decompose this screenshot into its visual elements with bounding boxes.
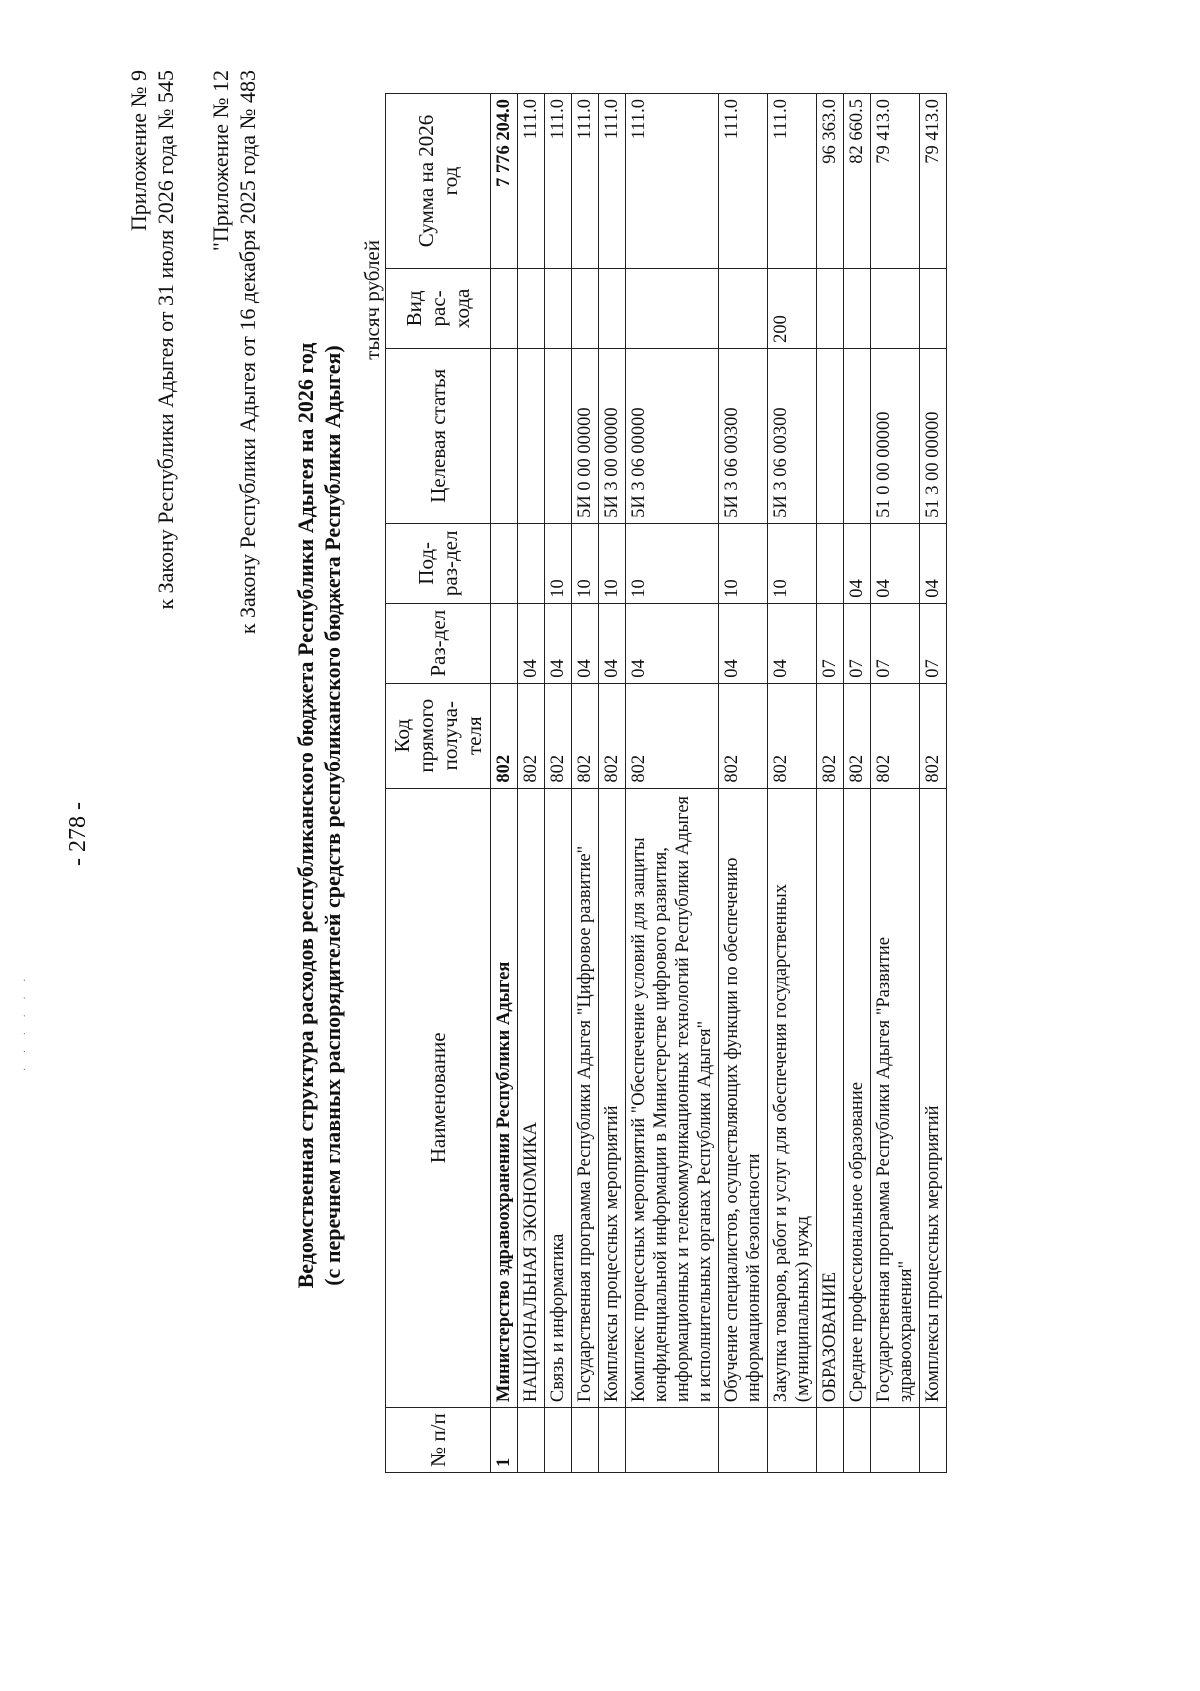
table-row: [599, 94, 626, 1473]
cell-section: 04: [719, 603, 768, 683]
appendix-law: к Закону Республики Адыгея от 31 июля 2026 года № 545: [153, 70, 178, 610]
cell-sum: 111.0: [626, 94, 719, 269]
header-target: Целевая статья: [386, 348, 491, 523]
cell-name: Комплекс процессных мероприятий "Обеспечение условий для защиты конфиденциальной информации в Министерстве цифрового развития, информационных и телекоммуникационных технологий Республики Адыгея и исполнительных органах Республики Адыгея": [626, 788, 719, 1407]
cell-num: 1: [491, 1408, 518, 1473]
cell-target: 5И 0 00 00000: [572, 348, 599, 523]
cell-target: 5И 3 06 00300: [768, 348, 817, 523]
cell-name: Комплексы процессных мероприятий: [920, 788, 947, 1407]
document-subtitle: (с перечнем главных распорядителей средств республиканского бюджета Республики Адыгея): [320, 345, 345, 1286]
cell-code: 802: [626, 683, 719, 788]
header-num: № п/п: [386, 1408, 491, 1473]
table-row: [491, 94, 518, 1473]
scan-noise: · · · · · ·: [20, 972, 31, 1071]
cell-num: [572, 1408, 599, 1473]
appendix-reference: [125, 70, 179, 610]
budget-table: [385, 93, 947, 1473]
cell-name: Среднее профессиональное образование: [844, 788, 871, 1407]
cell-sum: 96 363.0: [817, 94, 844, 269]
header-expense: Вид рас-хода: [386, 268, 491, 348]
cell-section: 04: [572, 603, 599, 683]
cell-name: Связь и информатика: [545, 788, 572, 1407]
cell-expense: 200: [768, 268, 817, 348]
cell-code: 802: [572, 683, 599, 788]
cell-num: [719, 1408, 768, 1473]
table-row: [817, 94, 844, 1473]
cell-subsection: 04: [871, 523, 920, 603]
cell-sum: 111.0: [599, 94, 626, 269]
cell-expense: [545, 268, 572, 348]
cell-subsection: [817, 523, 844, 603]
cell-section: 07: [817, 603, 844, 683]
cell-code: 802: [545, 683, 572, 788]
header-subsection: Под-раз-дел: [386, 523, 491, 603]
cell-code: 802: [599, 683, 626, 788]
cell-code: 802: [817, 683, 844, 788]
cell-name: ОБРАЗОВАНИЕ: [817, 788, 844, 1407]
table-row: [871, 94, 920, 1473]
cell-subsection: 04: [844, 523, 871, 603]
cell-section: 07: [844, 603, 871, 683]
table-header-row: [386, 94, 491, 1473]
document-title: Ведомственная структура расходов республиканского бюджета Республики Адыгея на 2026 год: [293, 342, 318, 1289]
cell-num: [545, 1408, 572, 1473]
header-sum: Сумма на 2026 год: [386, 94, 491, 269]
cell-name: Государственная программа Республики Адыгея "Цифровое развитие": [572, 788, 599, 1407]
cell-section: 04: [518, 603, 545, 683]
table-row: [518, 94, 545, 1473]
cell-num: [844, 1408, 871, 1473]
cell-target: 5И 3 06 00000: [626, 348, 719, 523]
cell-expense: [817, 268, 844, 348]
cell-target: [545, 348, 572, 523]
previous-appendix-law: к Закону Республики Адыгея от 16 декабря 2025 года № 483: [235, 70, 260, 635]
cell-name: Государственная программа Республики Адыгея "Развитие здравоохранения": [871, 788, 920, 1407]
cell-num: [768, 1408, 817, 1473]
cell-section: [491, 603, 518, 683]
cell-code: 802: [920, 683, 947, 788]
cell-section: 04: [599, 603, 626, 683]
cell-target: 5И 3 06 00300: [719, 348, 768, 523]
cell-code: 802: [719, 683, 768, 788]
header-name: Наименование: [386, 788, 491, 1407]
page-number: - 278 -: [65, 802, 91, 866]
cell-sum: 7 776 204.0: [491, 94, 518, 269]
cell-target: 5И 3 00 00000: [599, 348, 626, 523]
cell-num: [599, 1408, 626, 1473]
cell-name: Закупка товаров, работ и услуг для обеспечения государственных (муниципальных) нужд: [768, 788, 817, 1407]
cell-sum: 111.0: [768, 94, 817, 269]
table-row: [920, 94, 947, 1473]
table-row: [626, 94, 719, 1473]
cell-subsection: [491, 523, 518, 603]
table-row: [545, 94, 572, 1473]
cell-expense: [719, 268, 768, 348]
cell-expense: [871, 268, 920, 348]
units-label: тысяч рублей: [360, 240, 384, 360]
cell-subsection: 10: [545, 523, 572, 603]
table-row: [719, 94, 768, 1473]
cell-target: 51 0 00 00000: [871, 348, 920, 523]
cell-expense: [920, 268, 947, 348]
cell-sum: 111.0: [545, 94, 572, 269]
cell-subsection: 04: [920, 523, 947, 603]
cell-expense: [518, 268, 545, 348]
header-section: Раз-дел: [386, 603, 491, 683]
previous-appendix-reference: [207, 70, 261, 634]
cell-name: НАЦИОНАЛЬНАЯ ЭКОНОМИКА: [518, 788, 545, 1407]
cell-sum: 111.0: [719, 94, 768, 269]
cell-section: 07: [871, 603, 920, 683]
cell-expense: [844, 268, 871, 348]
table-row: [768, 94, 817, 1473]
cell-target: [518, 348, 545, 523]
cell-name: Министерство здравоохранения Республики Адыгея: [491, 788, 518, 1407]
cell-sum: 82 660.5: [844, 94, 871, 269]
previous-appendix-number: "Приложение № 12: [208, 70, 233, 252]
cell-code: 802: [871, 683, 920, 788]
table-row: [844, 94, 871, 1473]
cell-subsection: 10: [719, 523, 768, 603]
cell-code: 802: [844, 683, 871, 788]
cell-target: [844, 348, 871, 523]
cell-num: [871, 1408, 920, 1473]
header-code: Код прямого получа-теля: [386, 683, 491, 788]
cell-subsection: 10: [768, 523, 817, 603]
cell-subsection: 10: [599, 523, 626, 603]
cell-target: [817, 348, 844, 523]
cell-sum: 79 413.0: [920, 94, 947, 269]
cell-subsection: [518, 523, 545, 603]
cell-expense: [599, 268, 626, 348]
cell-sum: 111.0: [572, 94, 599, 269]
cell-sum: 79 413.0: [871, 94, 920, 269]
cell-num: [920, 1408, 947, 1473]
cell-subsection: 10: [626, 523, 719, 603]
cell-section: 04: [545, 603, 572, 683]
cell-section: 07: [920, 603, 947, 683]
cell-target: 51 3 00 00000: [920, 348, 947, 523]
cell-target: [491, 348, 518, 523]
cell-section: 04: [768, 603, 817, 683]
cell-expense: [491, 268, 518, 348]
cell-subsection: 10: [572, 523, 599, 603]
cell-expense: [626, 268, 719, 348]
cell-num: [518, 1408, 545, 1473]
cell-name: Обучение специалистов, осуществляющих функции по обеспечению информационной безопасности: [719, 788, 768, 1407]
cell-section: 04: [626, 603, 719, 683]
cell-num: [817, 1408, 844, 1473]
cell-name: Комплексы процессных мероприятий: [599, 788, 626, 1407]
cell-expense: [572, 268, 599, 348]
cell-sum: 111.0: [518, 94, 545, 269]
cell-code: 802: [768, 683, 817, 788]
cell-code: 802: [518, 683, 545, 788]
cell-num: [626, 1408, 719, 1473]
appendix-number: Приложение № 9: [126, 70, 151, 232]
cell-code: 802: [491, 683, 518, 788]
table-row: [572, 94, 599, 1473]
